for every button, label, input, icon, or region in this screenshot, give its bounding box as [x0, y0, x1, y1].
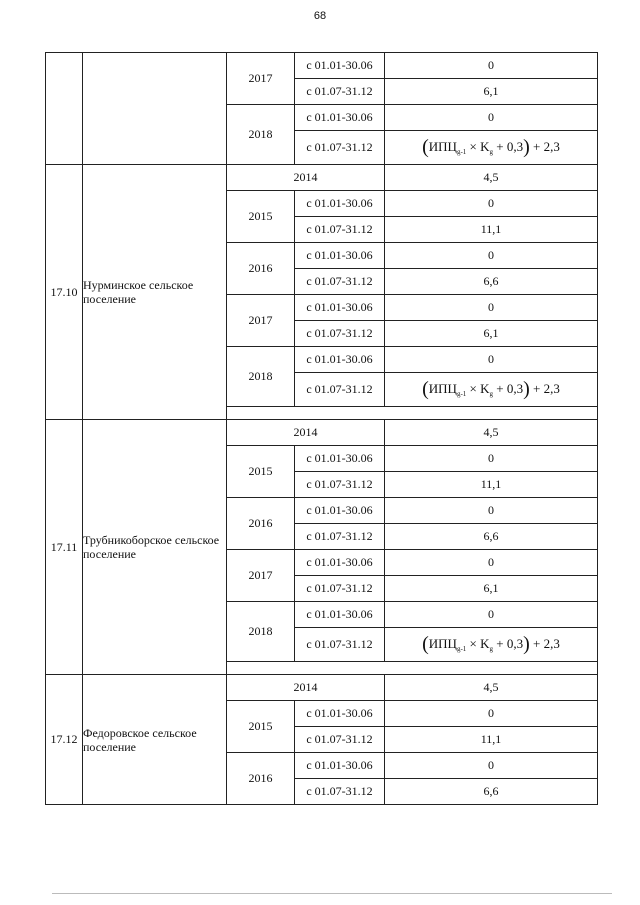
value-cell: 0	[385, 347, 598, 373]
settlement-name: Федоровское сельское поселение	[83, 675, 227, 805]
formula-open-paren: (	[422, 136, 429, 158]
value-cell: 6,1	[385, 321, 598, 347]
value-cell: 6,6	[385, 524, 598, 550]
row-number: 17.12	[46, 675, 83, 805]
period-cell: с 01.07-31.12	[295, 524, 385, 550]
year-cell: 2018	[227, 105, 295, 165]
year-cell: 2016	[227, 243, 295, 295]
row-number: 17.10	[46, 165, 83, 420]
row-number: 17.11	[46, 420, 83, 675]
period-cell: с 01.07-31.12	[295, 269, 385, 295]
formula-close-paren: )	[523, 633, 530, 655]
formula-ipc-subscript: g-1	[456, 390, 467, 398]
formula-ipc: ИПЦ	[428, 636, 457, 651]
settlement-name: Трубникоборское сельское поселение	[83, 420, 227, 675]
formula-plus-outer: + 2,3	[533, 381, 560, 396]
period-cell: с 01.07-31.12	[295, 779, 385, 805]
period-cell: с 01.01-30.06	[295, 295, 385, 321]
period-cell: с 01.07-31.12	[295, 321, 385, 347]
period-cell: с 01.01-30.06	[295, 498, 385, 524]
value-cell: 0	[385, 602, 598, 628]
formula-cell	[385, 628, 598, 662]
formula-plus-inner: + 0,3	[496, 381, 524, 396]
year-cell: 2015	[227, 446, 295, 498]
value-cell: 0	[385, 53, 598, 79]
value-cell: 11,1	[385, 472, 598, 498]
settlement-name	[83, 53, 227, 165]
period-cell: с 01.01-30.06	[295, 753, 385, 779]
period-cell: с 01.07-31.12	[295, 628, 385, 662]
formula-k-subscript: g	[489, 645, 494, 653]
year-cell: 2018	[227, 347, 295, 407]
formula-cell	[385, 131, 598, 165]
period-cell: с 01.01-30.06	[295, 347, 385, 373]
value-cell: 0	[385, 243, 598, 269]
formula-times-k: × K	[469, 381, 490, 396]
formula-close-paren: )	[523, 136, 530, 158]
value-cell: 0	[385, 105, 598, 131]
value-cell: 6,6	[385, 269, 598, 295]
year-cell: 2017	[227, 295, 295, 347]
formula-ipc: ИПЦ	[428, 381, 457, 396]
value-cell: 6,1	[385, 576, 598, 602]
formula-open-paren: (	[422, 378, 429, 400]
value-cell: 0	[385, 498, 598, 524]
period-cell: с 01.07-31.12	[295, 373, 385, 407]
row-number	[46, 53, 83, 165]
formula-plus-outer: + 2,3	[533, 636, 560, 651]
year-cell: 2016	[227, 753, 295, 805]
value-cell: 6,1	[385, 79, 598, 105]
period-cell: с 01.01-30.06	[295, 191, 385, 217]
period-cell: с 01.01-30.06	[295, 446, 385, 472]
formula-plus-outer: + 2,3	[533, 139, 560, 154]
tariff-formula	[422, 136, 560, 158]
value-cell: 0	[385, 191, 598, 217]
formula-ipc: ИПЦ	[428, 139, 457, 154]
period-cell: с 01.07-31.12	[295, 131, 385, 165]
value-cell: 0	[385, 753, 598, 779]
year-cell: 2016	[227, 498, 295, 550]
value-cell: 6,6	[385, 779, 598, 805]
formula-ipc-subscript: g-1	[456, 148, 467, 156]
period-cell: с 01.07-31.12	[295, 576, 385, 602]
value-cell: 0	[385, 295, 598, 321]
tariff-formula	[422, 378, 560, 400]
year-cell: 2018	[227, 602, 295, 662]
tariff-table	[45, 52, 598, 805]
formula-times-k: × K	[469, 139, 490, 154]
period-cell: с 01.07-31.12	[295, 217, 385, 243]
formula-open-paren: (	[422, 633, 429, 655]
formula-times-k: × K	[469, 636, 490, 651]
value-cell: 4,5	[385, 675, 598, 701]
settlement-name: Нурминское сельское поселение	[83, 165, 227, 420]
period-cell: с 01.01-30.06	[295, 701, 385, 727]
year-cell: 2014	[227, 420, 385, 446]
period-cell: с 01.01-30.06	[295, 53, 385, 79]
tariff-formula	[422, 633, 560, 655]
year-cell: 2017	[227, 550, 295, 602]
year-cell: 2017	[227, 53, 295, 105]
year-cell: 2015	[227, 701, 295, 753]
formula-close-paren: )	[523, 378, 530, 400]
year-cell: 2014	[227, 675, 385, 701]
formula-ipc-subscript: g-1	[456, 645, 467, 653]
value-cell: 11,1	[385, 217, 598, 243]
value-cell: 11,1	[385, 727, 598, 753]
formula-k-subscript: g	[489, 148, 494, 156]
formula-plus-inner: + 0,3	[496, 139, 524, 154]
value-cell: 0	[385, 701, 598, 727]
formula-cell	[385, 373, 598, 407]
value-cell: 0	[385, 446, 598, 472]
period-cell: с 01.01-30.06	[295, 550, 385, 576]
formula-k-subscript: g	[489, 390, 494, 398]
period-cell: с 01.01-30.06	[295, 105, 385, 131]
period-cell: с 01.01-30.06	[295, 243, 385, 269]
year-cell: 2014	[227, 165, 385, 191]
year-cell: 2015	[227, 191, 295, 243]
value-cell: 4,5	[385, 420, 598, 446]
page-bottom-rule	[52, 893, 612, 894]
period-cell: с 01.07-31.12	[295, 472, 385, 498]
value-cell: 0	[385, 550, 598, 576]
period-cell: с 01.07-31.12	[295, 79, 385, 105]
value-cell: 4,5	[385, 165, 598, 191]
period-cell: с 01.07-31.12	[295, 727, 385, 753]
formula-plus-inner: + 0,3	[496, 636, 524, 651]
page-number: 68	[313, 10, 327, 22]
period-cell: с 01.01-30.06	[295, 602, 385, 628]
